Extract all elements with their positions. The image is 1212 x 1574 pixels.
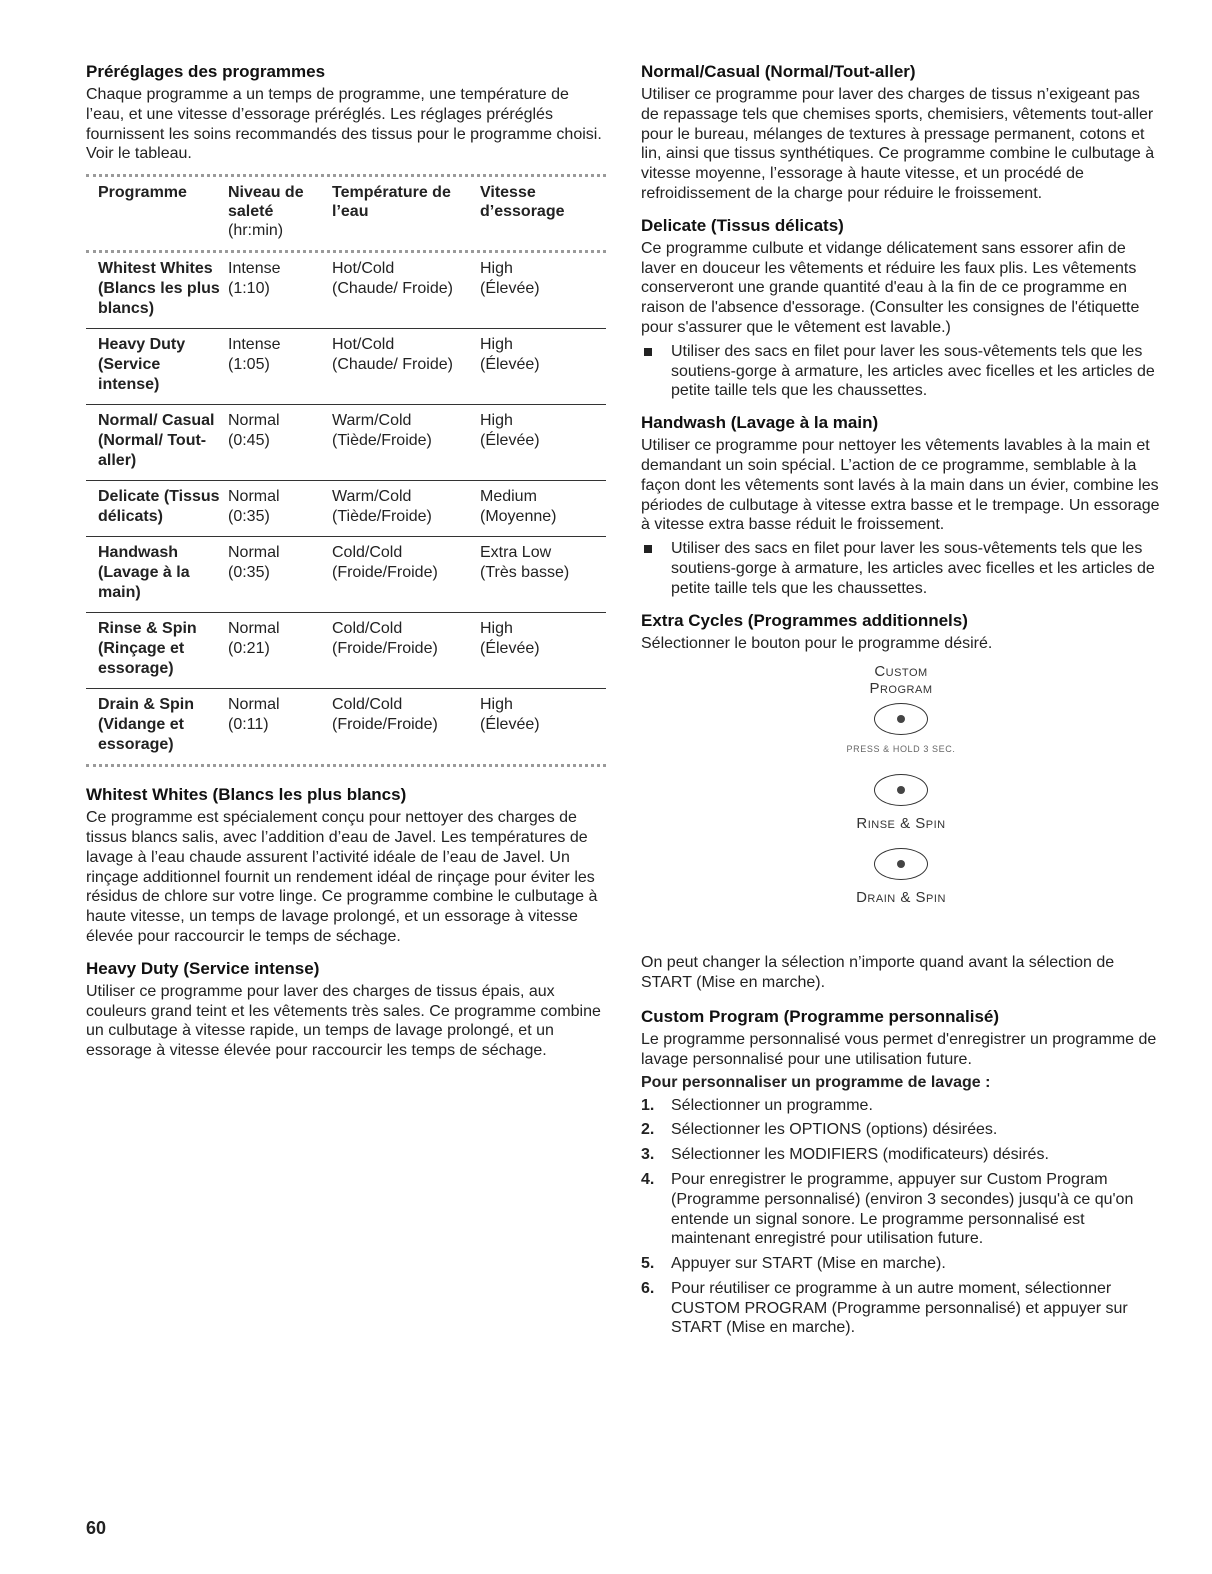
handwash-body: Utiliser ce programme pour nettoyer les vêtements lavables à la main et demandant un soin spécial. L’action de ce programme, semblable à la façon dont les vêtements sont lavés à la main dans un évier, combine les périodes de culbutage à vitesse extra basse et le trempage. Un essorage à vitesse extra basse réduit le froissement.: [641, 437, 1160, 534]
table-header-row: [86, 177, 606, 250]
step-number: 1.: [641, 1096, 655, 1114]
delicate-body: Ce programme culbute et vidange délicatement sans essorer afin de laver en douceur les vêtements et réduire les faux plis. Les vêtements conserveront une grande quantité d'eau à la fin de ce programme en raison de l'absence d'essorage. (Consulter les consignes de l'étiquette pour s'assurer que le vêtement est lavable.): [641, 239, 1140, 336]
cell-temp: Hot/Cold (Chaude/ Froide): [328, 329, 476, 405]
cell-soil: Normal (0:11): [228, 696, 280, 734]
cell-soil: Normal (0:35): [224, 537, 328, 613]
table-row: [86, 537, 606, 613]
normal-section: [641, 62, 1161, 204]
cell-soil: Intense (1:05): [224, 329, 328, 405]
normal-body: Utiliser ce programme pour laver des charges de tissus n’exigeant pas de repassage tels que chemises sports, chemisiers, vêtements tout-aller pour le bureau, mélanges de textures à pressage permanent, cotons et lin, ainsi que tissus synthétiques. Ce programme combine le culbutage à vitesse moyenne, l’essorage à haute vitesse, et un procédé de refroidissement de la charge pour réduire le froissement.: [641, 86, 1155, 202]
custom-section: [641, 1007, 1161, 1338]
handwash-title: Handwash (Lavage à la main): [641, 413, 879, 433]
extra-cycles-panel: [641, 663, 1161, 953]
list-item: [641, 1145, 1161, 1165]
heavy-body: Utiliser ce programme pour laver des charges de tissus épais, aux couleurs grand teint et les vêtements très sales. Ce programme combine un culbutage à vitesse rapide, un temps de lavage prolongé, et un essorage à vitesse élevée pour raccourcir les temps de séchage.: [86, 982, 601, 1060]
custom-program-label: Custom Program: [869, 663, 933, 698]
step-text: Pour enregistrer le programme, appuyer sur Custom Program (Programme personnalisé) (environ 3 secondes) jusqu'à ce qu'on entende un signal sonore. Le programme personnalisé est maintenant enregistré pour utilisation future.: [671, 1170, 1134, 1248]
handwash-section: [641, 413, 1161, 598]
whitest-title: Whitest Whites (Blancs les plus blancs): [86, 785, 407, 805]
cell-temp: Cold/Cold (Froide/Froide): [332, 696, 438, 734]
presets-section: [86, 62, 606, 164]
cell-soil: Intense (1:10): [224, 253, 328, 329]
indicator-light-icon: [897, 715, 905, 723]
cell-temp: Hot/Cold (Chaude/ Froide): [328, 253, 476, 329]
cell-spin: High (Élevée): [480, 696, 540, 734]
list-item: Utiliser des sacs en filet pour laver les sous-vêtements tels que les soutiens-gorge à armature, les articles avec ficelles et les articles de petite taille tels que les chaussettes.: [641, 342, 1161, 401]
cell-spin: Extra Low (Très basse): [476, 537, 606, 613]
step-text: Sélectionner un programme.: [671, 1096, 873, 1114]
step-text: Sélectionner les OPTIONS (options) désirées.: [671, 1121, 998, 1139]
cell-program: Rinse & Spin (Rinçage et essorage): [86, 613, 224, 689]
cell-temp: Warm/Cold (Tiède/Froide): [328, 481, 476, 537]
table-row: [86, 405, 606, 481]
custom-title: Custom Program (Programme personnalisé): [641, 1006, 1000, 1026]
program-table: [86, 177, 606, 764]
rinse-spin-button[interactable]: [874, 774, 928, 806]
step-number: 4.: [641, 1170, 655, 1188]
step-number: 5.: [641, 1255, 655, 1273]
step-number: 6.: [641, 1279, 655, 1297]
custom-subhead: Pour personnaliser un programme de lavage :: [641, 1073, 991, 1091]
custom-steps: [641, 1096, 1161, 1339]
left-column: [86, 62, 606, 1071]
change-note: On peut changer la sélection n’importe quand avant la sélection de START (Mise en marche).: [641, 954, 1115, 992]
page-number: 60: [86, 1518, 107, 1538]
header-soil: Niveau de saleté (hr:min): [228, 184, 304, 240]
change-note-section: [641, 953, 1161, 993]
cell-program: Heavy Duty (Service intense): [86, 329, 224, 405]
cell-spin: High (Élevée): [476, 405, 606, 481]
extra-title: Extra Cycles (Programmes additionnels): [641, 610, 968, 630]
header-soil-unit: (hr:min): [228, 222, 284, 240]
step-number: 3.: [641, 1146, 655, 1164]
right-column: [641, 62, 1161, 1348]
normal-title: Normal/Casual (Normal/Tout-aller): [641, 62, 916, 81]
cell-spin: High (Élevée): [476, 329, 606, 405]
list-item: [641, 1120, 1161, 1140]
step-text: Pour réutiliser ce programme à un autre moment, sélectionner CUSTOM PROGRAM (Programme personnalisé) et appuyer sur START (Mise en marche).: [671, 1279, 1128, 1337]
list-item: [641, 1096, 1161, 1116]
delicate-section: [641, 216, 1161, 401]
table-row: [86, 481, 606, 537]
table-row: [86, 329, 606, 405]
cell-temp: Cold/Cold (Froide/Froide): [328, 613, 476, 689]
cell-spin: Medium (Moyenne): [476, 481, 606, 537]
indicator-light-icon: [897, 786, 905, 794]
table-row: [86, 253, 606, 329]
square-bullet-icon: [644, 545, 652, 553]
step-text: Sélectionner les MODIFIERS (modificateurs) désirés.: [671, 1146, 1049, 1164]
cell-program: Delicate (Tissus délicats): [86, 481, 224, 537]
list-item: [641, 1170, 1161, 1249]
cell-soil: Normal (0:21): [224, 613, 328, 689]
cell-program: Normal/ Casual (Normal/ Tout-aller): [86, 405, 224, 481]
cell-soil: Normal (0:35): [224, 481, 328, 537]
list-item: [641, 1254, 1161, 1274]
table-bottom-rule: [86, 764, 606, 767]
custom-program-button[interactable]: [874, 703, 928, 735]
rinse-spin-label: Rinse & Spin: [856, 815, 946, 833]
whitest-section: [86, 785, 606, 947]
list-item: [641, 1279, 1161, 1338]
step-number: 2.: [641, 1121, 655, 1139]
extra-section: [641, 611, 1161, 654]
drain-spin-button[interactable]: [874, 848, 928, 880]
cell-temp: Cold/Cold (Froide/Froide): [328, 537, 476, 613]
heavy-section: [86, 959, 606, 1061]
cell-program: Whitest Whites (Blancs les plus blancs): [86, 253, 224, 329]
cell-spin: High (Élevée): [476, 253, 606, 329]
cell-program: Drain & Spin (Vidange et essorage): [98, 696, 195, 754]
presets-body: Chaque programme a un temps de programme, une température de l’eau, et une vitesse d’essorage préréglés. Les réglages préréglés fournissent les soins recommandés des tissus pour le programme choisi. Voir le tableau.: [86, 86, 602, 163]
indicator-light-icon: [897, 860, 905, 868]
heavy-title: Heavy Duty (Service intense): [86, 958, 320, 978]
cell-soil: Normal (0:45): [224, 405, 328, 481]
handwash-bullets: [641, 539, 1161, 598]
step-text: Appuyer sur START (Mise en marche).: [671, 1255, 946, 1273]
whitest-body: Ce programme est spécialement conçu pour nettoyer des charges de tissus blancs salis, avec l’addition d’eau de Javel. Les températures de lavage à l’eau chaude assurent l’activité idéale de l’eau de Javel. Un rinçage additionnel fournit un rendement idéal de rinçage pour éviter les résidus de chlore sur votre linge. Ce programme combine le culbutage à haute vitesse, un temps de lavage prolongé, et un essorage à vitesse élevée pour raccourcir le temps de séchage.: [86, 809, 598, 945]
table-row: [86, 613, 606, 689]
press-hold-label: PRESS & HOLD 3 SEC.: [846, 744, 956, 755]
header-spin: Vitesse d’essorage: [480, 184, 565, 221]
extra-body: Sélectionner le bouton pour le programme désiré.: [641, 634, 993, 652]
drain-spin-label: Drain & Spin: [856, 889, 946, 907]
cell-program: Handwash (Lavage à la main): [86, 537, 224, 613]
header-temp: Température de l’eau: [332, 184, 451, 221]
table-row: [86, 689, 606, 765]
delicate-title: Delicate (Tissus délicats): [641, 215, 844, 235]
delicate-bullets: [641, 342, 1161, 401]
list-item: Utiliser des sacs en filet pour laver les sous-vêtements tels que les soutiens-gorge à armature, les articles avec ficelles et les articles de petite taille tels que les chaussettes.: [641, 539, 1161, 598]
custom-body: Le programme personnalisé vous permet d'enregistrer un programme de lavage personnalisé pour une utilisation future.: [641, 1030, 1157, 1068]
header-program: Programme: [98, 184, 187, 202]
presets-title: Préréglages des programmes: [86, 62, 326, 81]
cell-temp: Warm/Cold (Tiède/Froide): [328, 405, 476, 481]
square-bullet-icon: [644, 348, 652, 356]
cell-spin: High (Élevée): [476, 613, 606, 689]
